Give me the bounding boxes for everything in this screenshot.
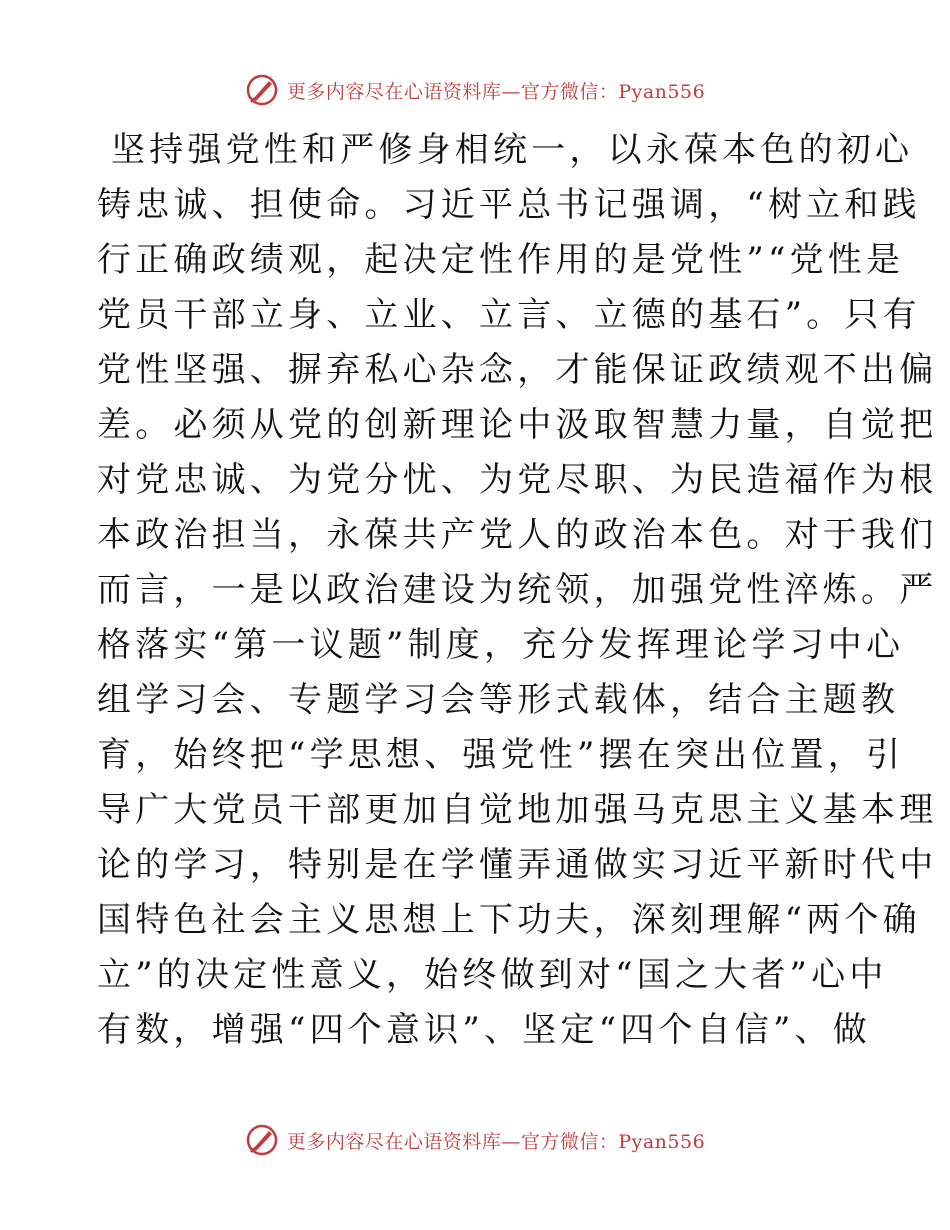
text-line: 坚持强党性和严修身相统一，以永葆本色的初心 — [111, 130, 914, 170]
text-line: 差。必须从党的创新理论中汲取智慧力量，自觉把 — [97, 405, 938, 445]
watermark-text: 更多内容尽在心语资料库—官方微信：Pyan556 — [286, 80, 706, 103]
text-line: 党性坚强、摒弃私心杂念，才能保证政绩观不出偏 — [97, 350, 938, 390]
text-line: 格落实“第一议题”制度，充分发挥理论学习中心 — [97, 625, 905, 665]
header-watermark — [0, 68, 950, 112]
text-line: 论的学习，特别是在学懂弄通做实习近平新时代中 — [97, 845, 938, 885]
text-line: 对党忠诚、为党分忧、为党尽职、为民造福作为根 — [97, 460, 938, 500]
text-line: 行正确政绩观，起决定性作用的是党性”“党性是 — [97, 240, 905, 280]
text-line: 而言，一是以政治建设为统领，加强党性淬炼。严 — [97, 570, 938, 610]
quill-logo-icon — [245, 1123, 279, 1157]
watermark-text: 更多内容尽在心语资料库—官方微信：Pyan556 — [286, 1130, 706, 1153]
text-line: 组学习会、专题学习会等形式载体，结合主题教 — [97, 680, 900, 720]
text-line: 铸忠诚、担使命。习近平总书记强调，“树立和践 — [97, 185, 921, 225]
text-line: 本政治担当，永葆共产党人的政治本色。对于我们 — [97, 515, 938, 555]
text-line: 党员干部立身、立业、立言、立德的基石”。只有 — [97, 295, 921, 335]
text-line: 国特色社会主义思想上下功夫，深刻理解“两个确 — [97, 900, 921, 940]
quill-logo-icon — [245, 73, 279, 107]
text-line: 立”的决定性意义，始终做到对“国之大者”心中 — [97, 955, 888, 995]
text-line: 导广大党员干部更加自觉地加强马克思主义基本理 — [97, 790, 938, 830]
document-body — [97, 123, 938, 1058]
text-line: 有数，增强“四个意识”、坚定“四个自信”、做 — [97, 1010, 871, 1050]
text-line: 育，始终把“学思想、强党性”摆在突出位置，引 — [97, 735, 905, 775]
footer-watermark — [0, 1118, 950, 1162]
